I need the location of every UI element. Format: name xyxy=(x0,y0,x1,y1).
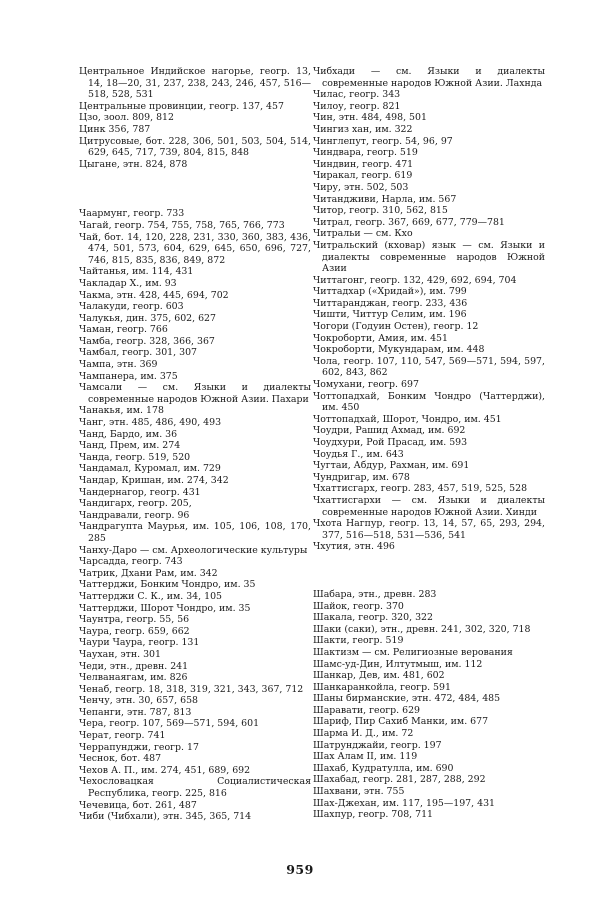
index-entry: Чундригар, им. 678 xyxy=(313,471,410,483)
index-entry: Чаттерджи С. К., им. 34, 105 xyxy=(79,590,222,602)
index-entry: Чоудхури, Рой Прасад, им. 593 xyxy=(313,437,468,448)
index-entry: Черрапунджи, геогр. 17 xyxy=(79,741,199,753)
index-entry: Шахабад, геогр. 281, 287, 288, 292 xyxy=(313,774,486,786)
index-entry: Чоттопадхай, Бонким Чондро (Чаттерджи), им. 450 xyxy=(313,390,545,414)
index-entry: Читральи — см. Кхо xyxy=(313,228,413,240)
index-entry: Шактизм — см. Религиозные верования xyxy=(313,646,513,658)
index-entry: Ченаб, геогр. 18, 318, 319, 321, 343, 367, 712 xyxy=(79,683,304,695)
index-entry: Чилоу, геогр. 821 xyxy=(313,100,401,112)
index-entry: Чакладар Х., им. 93 xyxy=(79,277,177,289)
index-entry: Чанд, Прем, им. 274 xyxy=(79,440,181,452)
index-entry: Чоттопадхай, Шорот, Чондро, им. 451 xyxy=(313,413,502,425)
index-entry: Чиндвара, геогр. 519 xyxy=(313,147,418,159)
left-group-ts xyxy=(79,66,311,170)
index-entry: Чаури Чаура, геогр. 131 xyxy=(79,637,200,649)
index-entry: Центральное Индийское нагорье, геогр. 13, 14, 18—20, 31, 237, 238, 243, 246, 457, 516—518, 528, 531 xyxy=(79,66,311,101)
index-entry: Чакма, этн. 428, 445, 694, 702 xyxy=(79,289,229,301)
index-entry: Чампанера, им. 375 xyxy=(79,370,178,382)
index-entry: Чеди, этн., древн. 241 xyxy=(79,660,189,672)
index-entry: Читтагонг, геогр. 132, 429, 692, 694, 704 xyxy=(313,274,517,286)
index-entry: Чаунтра, геогр. 55, 56 xyxy=(79,614,190,626)
index-entry: Шабара, этн., древн. 283 xyxy=(313,588,437,600)
index-entry: Шарма И. Д., им. 72 xyxy=(313,728,414,740)
index-entry: Шанкаранкойла, геогр. 591 xyxy=(313,681,451,693)
index-entry: Чамба, геогр. 328, 366, 367 xyxy=(79,335,215,347)
index-entry: Чхутия, этн. 496 xyxy=(313,541,395,553)
index-entry: Шамс-уд-Дин, Илтутмыш, им. 112 xyxy=(313,658,483,670)
index-entry: Чанг, этн. 485, 486, 490, 493 xyxy=(79,417,222,429)
index-entry: Цыгане, этн. 824, 878 xyxy=(79,158,188,170)
index-entry: Чандар, Кришан, им. 274, 342 xyxy=(79,475,229,486)
index-entry: Чанакья, им. 178 xyxy=(79,405,164,417)
index-entry: Шариф, Пир Сахиб Манки, им. 677 xyxy=(313,716,489,728)
index-entry: Цинк 356, 787 xyxy=(79,123,151,135)
index-entry: Центральные провинции, геогр. 137, 457 xyxy=(79,100,284,112)
index-entry: Шакала, геогр. 320, 322 xyxy=(313,612,433,624)
group-spacer xyxy=(79,170,311,208)
index-entry: Чалукья, дин. 375, 602, 627 xyxy=(79,312,216,324)
index-entry: Чомухани, геогр. 697 xyxy=(313,379,419,391)
index-entry: Чугтаи, Абдур, Рахман, им. 691 xyxy=(313,460,470,472)
index-entry: Чатрик, Дхани Рам, им. 342 xyxy=(79,567,218,579)
index-entry: Читтаранджан, геогр. 233, 436 xyxy=(313,297,468,309)
index-entry: Ченчу, этн. 30, 657, 658 xyxy=(79,695,199,707)
index-entry: Цзо, зоол. 809, 812 xyxy=(79,112,174,124)
index-entry: Чандамал, Куромал, им. 729 xyxy=(79,463,221,475)
index-entry: Чандигарх, геогр. 205, xyxy=(79,498,192,510)
right-group-ch xyxy=(313,66,545,553)
index-entry: Чай, бот. 14, 120, 228, 231, 330, 360, 383, 436, 474, 501, 573, 604, 629, 645, 650, 696, 727, 746, 815, 835, 836, 849, 872 xyxy=(79,231,311,266)
index-entry: Чандернагор, геогр. 431 xyxy=(79,486,201,498)
index-entry: Чехословацкая Социалистическая Республика, геогр. 225, 816 xyxy=(79,776,311,800)
index-entry: Чокроборти, Мукундарам, им. 448 xyxy=(313,344,485,356)
index-entry: Шахаб, Кудратулла, им. 690 xyxy=(313,762,454,774)
index-entry: Чаттерджи, Бонким Чондро, им. 35 xyxy=(79,579,256,591)
index-entry: Чайтанья, им. 114, 431 xyxy=(79,266,194,278)
index-entry: Чандравали, геогр. 96 xyxy=(79,509,190,521)
index-entry: Чамбал, геогр. 301, 307 xyxy=(79,347,198,359)
index-entry: Чхаттисгархи — см. Языки и диалекты современные народов Южной Азии. Хинди xyxy=(313,494,545,518)
index-entry: Чаармунг, геогр. 733 xyxy=(79,208,185,220)
index-entry: Чин, этн. 484, 498, 501 xyxy=(313,112,427,124)
index-entry: Чибхади — см. Языки и диалекты современные народов Южной Азии. Лахнда xyxy=(313,66,545,89)
index-entry: Чиракал, геогр. 619 xyxy=(313,170,413,182)
index-entry: Чоудри, Рашид Ахмад, им. 692 xyxy=(313,425,466,437)
index-entry: Чепанги, этн. 787, 813 xyxy=(79,706,192,718)
index-entry: Шах Алам II, им. 119 xyxy=(313,751,418,763)
index-entry: Чаттерджи, Шорот Чондро, им. 35 xyxy=(79,602,251,614)
index-entry: Челванаягам, им. 826 xyxy=(79,672,188,684)
index-entry: Шанкар, Дев, им. 481, 602 xyxy=(313,670,445,682)
index-entry: Чола, геогр. 107, 110, 547, 569—571, 594, 597, 602, 843, 862 xyxy=(313,355,545,379)
index-entry: Чандрагупта Маурья, им. 105, 106, 108, 170, 285 xyxy=(79,521,311,544)
index-entry: Шайок, геогр. 370 xyxy=(313,600,404,612)
page-number: 959 xyxy=(286,862,314,877)
index-entry: Чагай, геогр. 754, 755, 758, 765, 766, 773 xyxy=(79,219,285,231)
index-entry: Чера, геогр. 107, 569—571, 594, 601 xyxy=(79,718,260,730)
index-entry: Шатрунджайи, геогр. 197 xyxy=(313,739,442,751)
index-entry: Шахпур, геогр. 708, 711 xyxy=(313,809,434,821)
index-entry: Чаман, геогр. 766 xyxy=(79,324,168,336)
index-entry: Чаура, геогр. 659, 662 xyxy=(79,625,190,637)
index-entry: Чхаттисгарх, геогр. 283, 457, 519, 525, 528 xyxy=(313,483,528,495)
right-group-sh xyxy=(313,589,545,821)
index-entry: Чанху-Даро — см. Археологические культуры xyxy=(79,544,308,556)
index-entry: Чарсадда, геогр. 743 xyxy=(79,556,183,568)
index-entry: Шах-Джехан, им. 117, 195—197, 431 xyxy=(313,797,495,809)
index-entry: Чалакуди, геогр. 603 xyxy=(79,301,184,313)
left-column xyxy=(79,66,311,823)
index-entry: Чоудья Г., им. 643 xyxy=(313,448,404,460)
index-entry: Черат, геогр. 741 xyxy=(79,730,166,742)
index-entry: Чаухан, этн. 301 xyxy=(79,648,161,660)
index-entry: Чхота Нагпур, геогр. 13, 14, 57, 65, 293, 294, 377, 516—518, 531—536, 541 xyxy=(313,518,545,541)
index-entry: Шакти, геогр. 519 xyxy=(313,635,404,647)
index-entry: Чилас, геогр. 343 xyxy=(313,89,401,101)
index-entry: Чингиз хан, им. 322 xyxy=(313,123,413,135)
right-column xyxy=(313,66,545,821)
index-entry: Чиби (Чибхали), этн. 345, 365, 714 xyxy=(79,811,252,823)
index-entry: Цитрусовые, бот. 228, 306, 501, 503, 504, 514, 629, 645, 717, 739, 804, 815, 848 xyxy=(79,135,311,159)
index-entry: Шаки (саки), этн., древн. 241, 302, 320, 718 xyxy=(313,623,531,635)
index-entry: Читральский (кховар) язык — см. Языки и диалекты современные народов Южной Азии xyxy=(313,239,545,275)
index-entry: Чехов А. П., им. 274, 451, 689, 692 xyxy=(79,764,251,776)
index-entry: Чампа, этн. 369 xyxy=(79,359,158,371)
index-entry: Читтадхар («Хридай»), им. 799 xyxy=(313,286,467,298)
index-entry: Шаны бирманские, этн. 472, 484, 485 xyxy=(313,693,501,705)
left-group-ch xyxy=(79,208,311,822)
index-entry: Чиру, этн. 502, 503 xyxy=(313,181,409,193)
index-entry: Чанд, Бардо, им. 36 xyxy=(79,428,178,440)
index-entry: Читрал, геогр. 367, 669, 677, 779—781 xyxy=(313,216,505,228)
group-spacer xyxy=(313,553,545,589)
index-entry: Чанда, геогр. 519, 520 xyxy=(79,451,191,463)
index-entry: Чиндвин, геогр. 471 xyxy=(313,158,414,170)
index-entry: Шаравати, геогр. 629 xyxy=(313,704,421,716)
index-entry: Читандживи, Нарла, им. 567 xyxy=(313,193,457,205)
index-entry: Чишти, Читтур Селим, им. 196 xyxy=(313,309,467,321)
index-entry: Шахвани, этн. 755 xyxy=(313,786,405,798)
index-entry: Чинглепут, геогр. 54, 96, 97 xyxy=(313,135,453,147)
index-entry: Чогори (Годуин Остен), геогр. 12 xyxy=(313,321,479,333)
index-entry: Чеснок, бот. 487 xyxy=(79,753,162,765)
index-entry: Читор, геогр. 310, 562, 815 xyxy=(313,205,448,217)
index-entry: Чамсали — см. Языки и диалекты современные народов Южной Азии. Пахари xyxy=(79,382,311,405)
index-entry: Чечевица, бот. 261, 487 xyxy=(79,799,197,811)
index-entry: Чокроборти, Амия, им. 451 xyxy=(313,332,448,344)
